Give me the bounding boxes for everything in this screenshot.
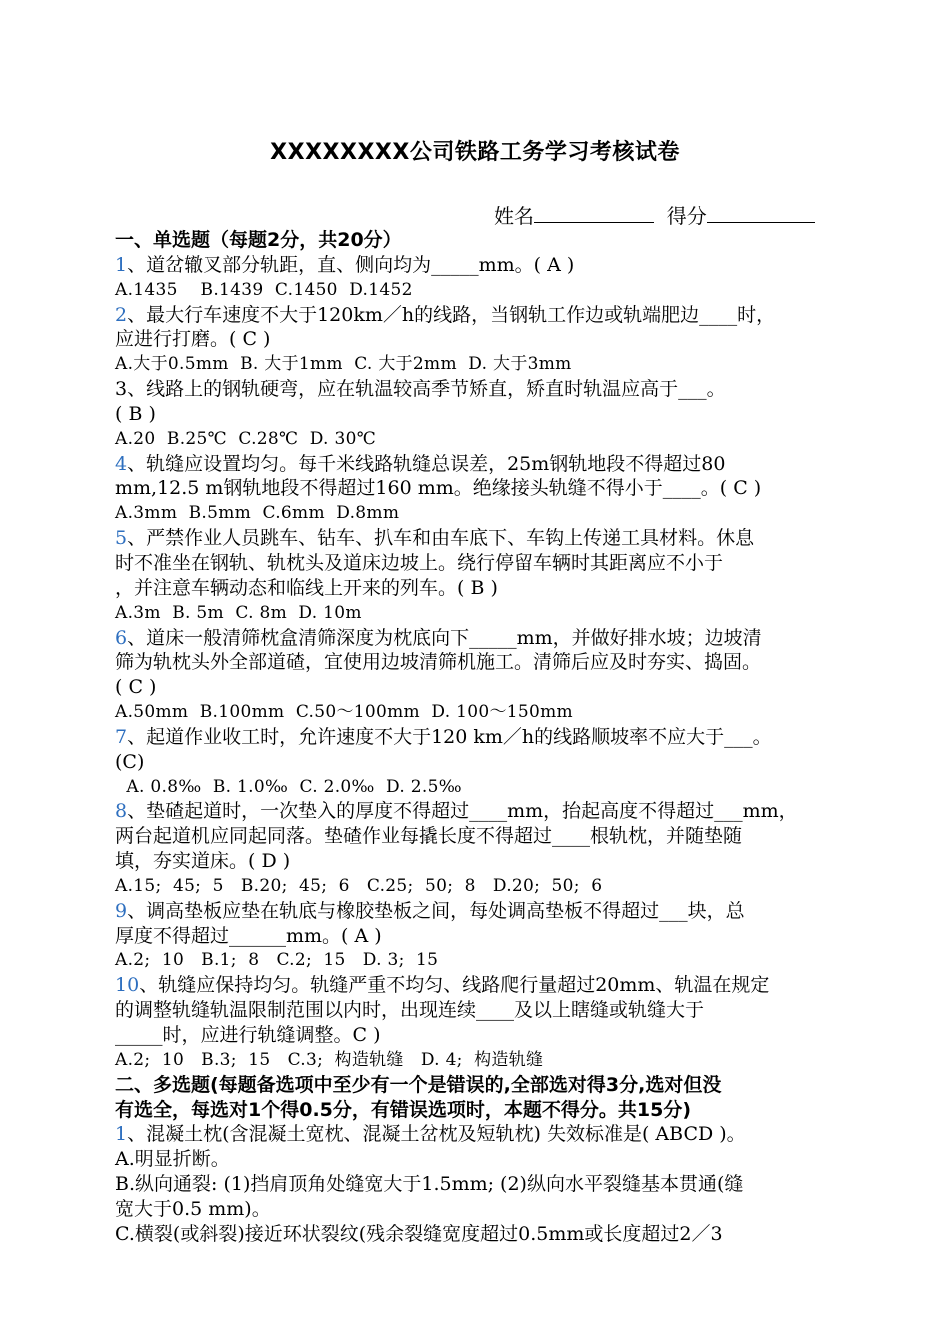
text-line: (C): [115, 750, 145, 773]
name-blank[interactable]: [534, 202, 654, 223]
question-line: [115, 303, 850, 328]
text-line: 的调整轨缝轨温限制范围以内时，出现连续____及以上瞎缝或轨缝大于: [115, 999, 705, 1022]
text-line: 填，夯实道床。( D ): [115, 850, 291, 873]
question-text: 、混凝土枕(含混凝土宽枕、混凝土岔枕及短轨枕) 失效标准是( ABCD )。: [127, 1123, 746, 1146]
question-line: [115, 899, 850, 924]
name-score-row: [494, 200, 815, 229]
question-line: [115, 725, 850, 750]
text-line: ( B ): [115, 402, 156, 425]
question-line: [115, 973, 850, 998]
question-number: 9: [115, 899, 128, 922]
question-text: 、调高垫板应垫在轨底与橡胶垫板之间，每处调高垫板不得超过___块，总: [127, 899, 745, 922]
exam-content: [115, 228, 850, 1247]
text-line: A.明显折断。: [115, 1148, 230, 1171]
question-text: 、轨缝应设置均匀。每千米线路轨缝总误差，25m钢轨地段不得超过80: [127, 452, 726, 475]
section-heading: 二、多选题(每题备选项中至少有一个是错误的,全部选对得3分,选对但没: [115, 1073, 722, 1096]
text-line: 两台起道机应同起同落。垫碴作业每撬长度不得超过____根轨枕，并随垫随: [115, 825, 743, 848]
options-line: A. 0.8‰ B. 1.0‰ C. 2.0‰ D. 2.5‰: [115, 776, 462, 797]
question-line: [115, 1122, 850, 1147]
options-line: A.50mm B.100mm C.50～100mm D. 100～150mm: [115, 702, 573, 723]
options-line: A.2; 10 B.3; 15 C.3; 构造轨缝 D. 4; 构造轨缝: [115, 1049, 544, 1070]
question-number: 1: [115, 1123, 128, 1146]
score-label: 得分: [666, 204, 707, 228]
question-number: 7: [115, 725, 128, 748]
question-text: 、道岔辙叉部分轨距，直、侧向均为_____mm。( A ): [127, 253, 575, 276]
text-line: C.横裂(或斜裂)接近环状裂纹(残余裂缝宽度超过0.5mm或长度超过2／3: [115, 1222, 723, 1245]
question-text: 、起道作业收工时，允许速度不大于120 km／h的线路顺坡率不应大于___。: [127, 725, 772, 748]
text-line: _____时，应进行轨缝调整。C ): [115, 1024, 381, 1046]
text-line: 宽大于0.5 mm)。: [115, 1197, 271, 1220]
text-line: 厚度不得超过______mm。( A ): [115, 924, 382, 947]
question-line: [115, 799, 850, 824]
text-line: 应进行打磨。( C ): [115, 328, 271, 351]
text-line: ( C ): [115, 676, 157, 699]
text-line: 3、线路上的钢轨硬弯，应在轨温较高季节矫直，矫直时轨温应高于___。: [115, 378, 726, 401]
question-line: [115, 526, 850, 551]
options-line: A.3mm B.5mm C.6mm D.8mm: [115, 503, 400, 524]
score-blank[interactable]: [707, 202, 815, 223]
question-text: 、严禁作业人员跳车、钻车、扒车和由车底下、车钩上传递工具材料。休息: [127, 527, 755, 550]
question-text: 、垫碴起道时，一次垫入的厚度不得超过____mm，抬起高度不得超过___mm，: [127, 800, 798, 823]
question-number: 10: [115, 974, 140, 997]
options-line: A.15; 45; 5 B.20; 45; 6 C.25; 50; 8 D.20; 50; 6: [115, 875, 603, 896]
options-line: A.1435 B.1439 C.1450 D.1452: [115, 279, 413, 300]
question-line: [115, 452, 850, 477]
section-heading: 一、单选题（每题2分，共20分）: [115, 229, 402, 251]
text-line: 时不准坐在钢轨、轨枕头及道床边坡上。绕行停留车辆时其距离应不小于: [115, 551, 724, 574]
text-line: B.纵向通裂: (1)挡肩顶角处缝宽大于1.5mm; (2)纵向水平裂缝基本贯通(缝: [115, 1173, 744, 1196]
question-text: 、最大行车速度不大于120km／h的线路，当钢轨工作边或轨端肥边____时，: [127, 303, 776, 326]
options-line: A.20 B.25℃ C.28℃ D. 30℃: [115, 428, 377, 449]
question-number: 8: [115, 800, 128, 823]
text-line: ，并注意车辆动态和临线上开来的列车。( B ): [115, 576, 498, 599]
name-label: 姓名: [494, 204, 534, 228]
question-number: 2: [115, 303, 128, 326]
question-text: 、道床一般清筛枕盒清筛深度为枕底向下_____mm，并做好排水坡；边坡清: [127, 626, 762, 649]
text-line: mm,12.5 m钢轨地段不得超过160 mm。绝缘接头轨缝不得小于____。( C ): [115, 477, 762, 500]
section-heading: 有选全，每选对1个得0.5分，有错误选项时，本题不得分。共15分): [115, 1098, 692, 1121]
question-line: [115, 626, 850, 651]
question-number: 1: [115, 253, 128, 276]
question-number: 4: [115, 452, 128, 475]
options-line: A.3m B. 5m C. 8m D. 10m: [115, 602, 362, 623]
question-number: 6: [115, 626, 128, 649]
options-line: A.大于0.5mm B. 大于1mm C. 大于2mm D. 大于3mm: [115, 354, 572, 375]
question-line: [115, 253, 850, 278]
options-line: A.2; 10 B.1; 8 C.2; 15 D. 3; 15: [115, 950, 439, 971]
question-number: 5: [115, 527, 128, 550]
text-line: 筛为轨枕头外全部道碴，宜使用边坡清筛机施工。清筛后应及时夯实、捣固。: [115, 651, 762, 674]
question-text: 、轨缝应保持均匀。轨缝严重不均匀、线路爬行量超过20mm、轨温在规定: [139, 974, 770, 997]
page-title: XXXXXXXX公司铁路工务学习考核试卷: [270, 140, 680, 165]
